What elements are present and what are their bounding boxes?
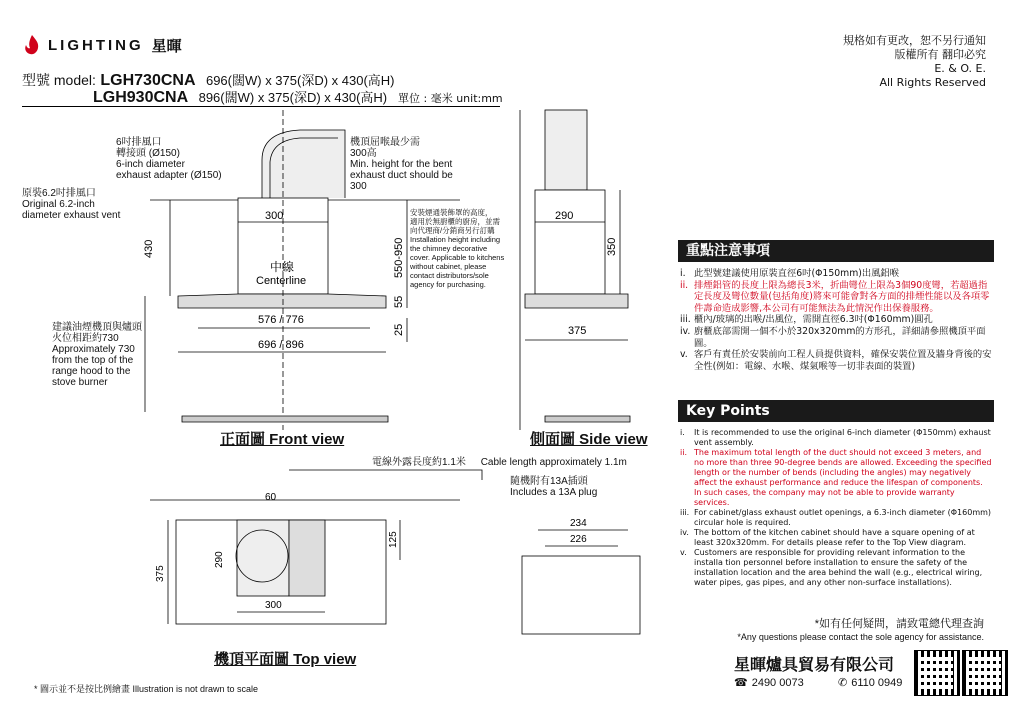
model-2: LGH930CNA — [93, 89, 189, 106]
whatsapp-icon: ✆ — [838, 677, 848, 689]
brand-chinese: 星暉 — [151, 36, 182, 55]
front-hood-body — [178, 294, 386, 308]
notes-cn-list — [680, 268, 992, 372]
cable-cn: 電線外露長度約1.1米 — [372, 457, 466, 468]
top-dim-300-label: 300 — [265, 600, 282, 611]
model-label: 型號 model: — [22, 72, 96, 88]
notes-en-item: iv. The bottom of the kitchen cabinet should have a square opening of at least 320x320mm. For details please refer to the Top View diagram. — [680, 528, 975, 547]
side-dim-375-label: 375 — [568, 325, 587, 337]
adapter-cn2: 轉接頭 (Ø150) — [116, 148, 180, 159]
dim-576-label: 576 / 776 — [258, 314, 304, 326]
phone-icon: ☎ — [734, 677, 748, 689]
side-hood-body — [525, 294, 628, 308]
notes-cn-item: iv. 廚櫃底部需開一個不小於320x320mm的方形孔，詳細請參照機頂平面圖。 — [680, 325, 986, 349]
front-bent-duct — [262, 130, 345, 198]
duct-en3: 300 — [350, 181, 367, 192]
notes-en-list — [680, 428, 992, 588]
notes-cn-item: iii. 櫃內/玻璃的出喉/出風位，需開直徑6.3吋(Φ160mm)圓孔 — [680, 314, 933, 326]
install-line: contact distributors/sole — [410, 271, 489, 280]
enquiry-en: *Any questions please contact the sole agency for assistance. — [737, 632, 984, 642]
model-1: LGH730CNA — [100, 72, 196, 89]
vent-en: Original 6.2-inch — [22, 199, 95, 210]
dim-300-label: 300 — [265, 210, 284, 222]
dim-430-label: 430 — [143, 239, 155, 258]
burner-en: Approximately 730 — [52, 344, 135, 355]
burner-en: stove burner — [52, 377, 108, 388]
side-dim-350-label: 350 — [606, 237, 618, 256]
model-2-dims: 896(闊W) x 375(深D) x 430(高H) — [198, 90, 388, 105]
notes-cn-item: v. 客戶有責任於安裝前向工程人員提供資料，確保安裝位置及牆身背後的安全性(例如：電線、水喉、煤氣喉等一切非表面的裝置) — [680, 349, 992, 372]
disclaimer: * 圖示並不是按比例繪畫 Illustration is not drawn to scale — [34, 684, 259, 694]
notes-cn-item: ii. 排煙鋁管的長度上限為總長3米，折曲彎位上限為3個90度彎，若超過指定長度及彎位數量(包括角度)將來可能會對各方面的排煙性能以及各項零件壽命造成影響,本公司有可能無法為此情況作出保養服務。 — [680, 279, 990, 314]
centerline-cn: 中線 — [270, 260, 295, 274]
top-dim-234-label: 234 — [570, 518, 587, 529]
notes-cn-title: 重點注意事項 — [678, 240, 994, 262]
adapter-en2: exhaust adapter (Ø150) — [116, 170, 222, 181]
top-dim-375-label: 375 — [155, 565, 166, 582]
phone-block[interactable] — [734, 676, 804, 689]
install-line: Installation height including — [410, 235, 501, 244]
install-line: 安裝煙通裝飾罩的高度， — [410, 208, 493, 217]
notes-en-item: i. It is recommended to use the original 6-inch diameter (Φ150mm) exhaust vent assembly. — [680, 428, 991, 447]
rights-line: E. & O. E. — [934, 62, 986, 75]
top-motor-box — [289, 520, 325, 596]
top-dim-60-label: 60 — [265, 492, 277, 503]
duct-en2: exhaust duct should be — [350, 170, 453, 181]
centerline-en: Centerline — [256, 275, 307, 287]
duct-en: Min. height for the bent — [350, 159, 453, 170]
model-1-dims: 696(闊W) x 375(深D) x 430(高H) — [205, 73, 395, 88]
qr-code-icon[interactable] — [962, 650, 1008, 696]
front-view-title: 正面圖 Front view — [220, 431, 345, 448]
burner-note — [52, 322, 142, 388]
phone-number: 2490 0073 — [751, 676, 804, 689]
install-note — [410, 208, 504, 289]
cable-en: Cable length approximately 1.1m — [480, 457, 627, 468]
adapter-note — [116, 137, 222, 181]
burner-en: range hood to the — [52, 366, 131, 377]
top-cabinet-opening — [522, 556, 640, 634]
notes-en-item: v. Customers are responsible for providing relevant information to the installa tion personnel before installation to ensure the safety of the installation location and the area behind the wall (e.g., electrical wiring, water pipes, gas pipes, and any other non-surface installations). — [680, 548, 983, 587]
notes-en-item: ii. The maximum total length of the duct should not exceed 3 meters, and no more than three 90-degree bends are allowed. Exceeding the specified length or the number of bends (including the angles) may negatively affect the exhaust performance and reduce the lifespan of components. In such cases, the company may not be able to provide warranty services. — [680, 448, 992, 507]
notes-en-item: iii. For cabinet/glass exhaust outlet openings, a 6.3-inch diameter (Φ160mm) circular hole is required. — [680, 508, 992, 527]
burner-cn: 建議油煙機頂與爐頭 — [52, 322, 142, 333]
side-chimney — [535, 190, 605, 294]
side-stove — [545, 416, 630, 422]
plug-cn: 隨機附有13A插頭 — [510, 476, 588, 487]
top-fan-box — [237, 520, 289, 596]
plug-note — [510, 476, 597, 498]
rights-line: 版權所有 翻印必究 — [894, 48, 986, 61]
install-line: 適用於無廚櫃的廚房，並需 — [410, 217, 500, 226]
burner-cn2: 火位相距約730 — [52, 333, 119, 344]
vent-cn: 原裝6.2吋排風口 — [22, 188, 96, 199]
top-view-title: 機頂平面圖 Top view — [214, 651, 357, 668]
rights-line: 規格如有更改，恕不另行通知 — [843, 34, 986, 47]
adapter-cn: 6吋排風口 — [116, 137, 162, 148]
enquiry-cn: *如有任何疑問，請致電總代理查詢 — [814, 618, 984, 630]
install-line: the chimney decorative — [410, 244, 488, 253]
notes-cn-item: i. 此型號建議使用原裝直徑6吋(Φ150mm)出風鋁喉 — [680, 268, 900, 279]
burner-en: from the top of the — [52, 355, 134, 366]
dim-55-label: 55 — [393, 295, 405, 308]
dim-25-label: 25 — [393, 323, 405, 336]
duct-cn2: 300高 — [350, 148, 377, 159]
top-cable — [289, 470, 482, 480]
vent-en2: diameter exhaust vent — [22, 210, 121, 221]
side-view-title: 側面圖 Side view — [530, 431, 648, 448]
vent-note — [22, 188, 120, 221]
duct-cn: 機頂屈喉最少需 — [350, 137, 420, 148]
top-dim-226-label: 226 — [570, 534, 587, 545]
top-dim-290-label: 290 — [214, 551, 225, 568]
brand-wordmark: LIGHTING — [48, 36, 144, 54]
notes-en-title: Key Points — [678, 400, 994, 422]
side-dim-290-label: 290 — [555, 210, 574, 222]
dim-696-label: 696 / 896 — [258, 339, 304, 351]
install-line: 向代理商/分銷商另行訂購 — [410, 226, 495, 235]
company-name: 星暉爐具貿易有限公司 — [734, 657, 895, 674]
qr-code-icon[interactable] — [914, 650, 960, 696]
plug-en: Includes a 13A plug — [510, 487, 598, 498]
adapter-en: 6-inch diameter — [116, 159, 185, 170]
install-line: without cabinet, please — [410, 262, 487, 271]
whatsapp-block[interactable] — [838, 676, 902, 689]
cable-note — [372, 457, 627, 468]
units-label: 單位 : 毫米 unit:mm — [398, 92, 503, 105]
rights-line: All Rights Reserved — [879, 76, 986, 89]
dim-550-label: 550-950 — [393, 237, 405, 278]
duct-note — [350, 137, 453, 192]
whatsapp-number: 6110 0949 — [851, 676, 903, 689]
side-duct — [545, 110, 587, 190]
top-dim-125-label: 125 — [388, 531, 399, 548]
front-stove — [182, 416, 388, 422]
enquiry-block — [737, 618, 984, 644]
install-line: cover. Applicable to kitchens — [410, 253, 505, 262]
install-line: agency for purchasing. — [410, 280, 486, 289]
